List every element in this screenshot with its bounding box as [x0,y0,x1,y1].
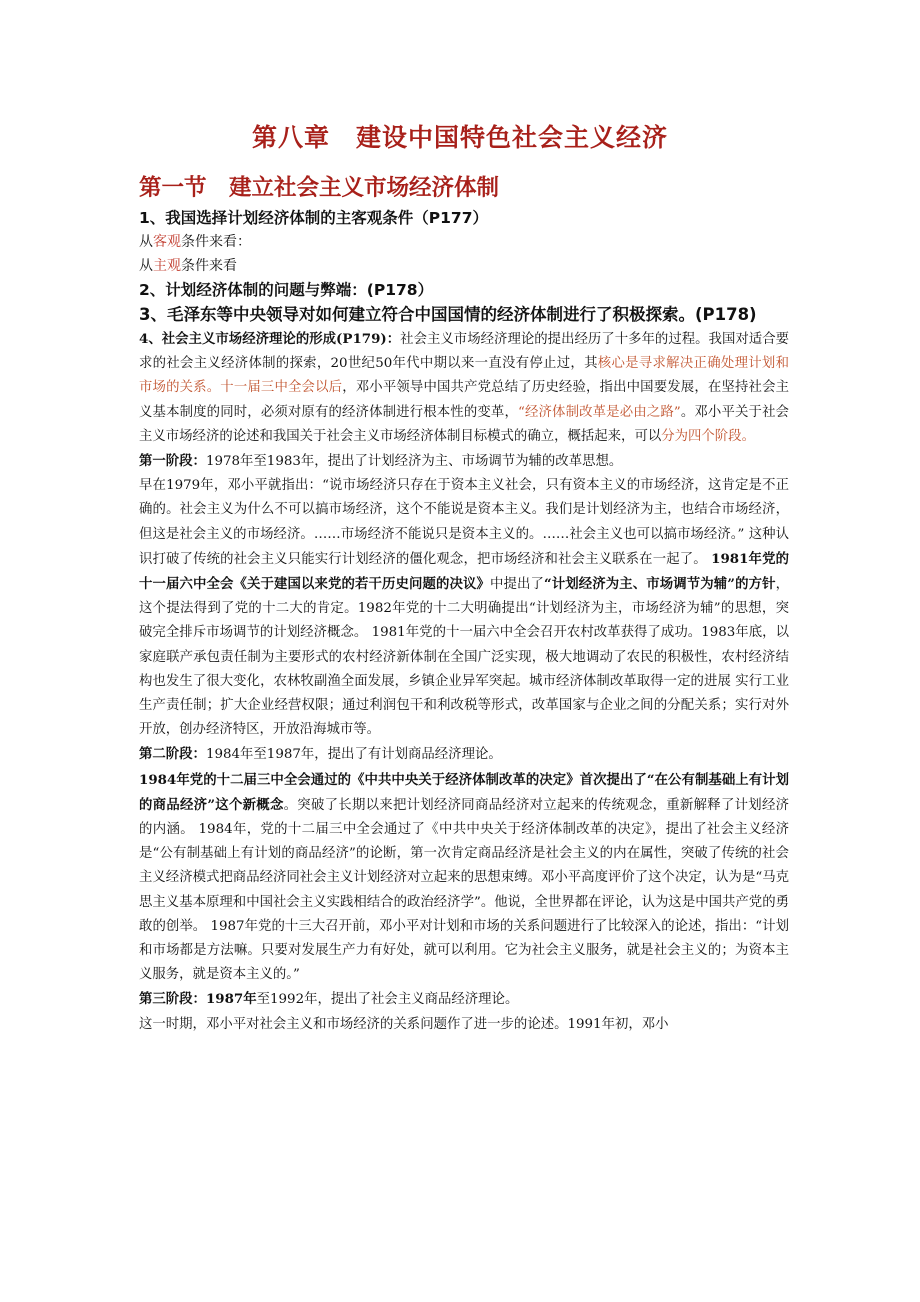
item1-heading: 1、我国选择计划经济体制的主客观条件（P177） [139,209,489,227]
subjective-word: 主观 [153,258,181,274]
item4-text-3: 。邓小平关于社会主义市场经济的论述和我国关于社会主义市场经济体制目标模式的确立，概括起来，可以 [139,404,789,444]
objective-line [139,230,789,254]
stage2-text: 1984年至1987年，提出了有计划商品经济理论。 [205,747,502,763]
para-1979-text-2: 中提出了 [490,577,544,593]
stage1-label: 第一阶段： [139,453,206,470]
para-1991: 这一时期，邓小平对社会主义和市场经济的关系问题作了进一步的论述。1991年初，邓小 [139,1016,669,1032]
document-body [139,206,789,1037]
item4-lead: 4、社会主义市场经济理论的形成(P179)： [139,331,401,347]
stage3-line [139,987,789,1012]
para-1979-text-3: ，这个提法得到了党的十二大的肯定。1982年党的十二大明确提出“计划经济为主，市场经济为辅”的思想，突破完全排斥市场调节的计划经济概念。 1981年党的十一届六中全会召开农村改革获得了成功。1983年底，以家庭联产承包责任制为主要形式的农村经济新体制在全国广泛实现，极大地调动了农民的积极性，农村经济结构也发生了很大变化，农林牧副渔全面发展，乡镇企业异军突起。城市经济体制改革取得一定的进展 实行工业生产责任制；扩大企业经营权限；通过利润包干和利改税等形式，改革国家与企业之间的分配关系；实行对外开放，创办经济特区，开放沿海城市等。 [139,577,790,738]
para-1979-text-1: 早在1979年，邓小平就指出：“说市场经济只存在于资本主义社会，只有资本主义的市场经济，这肯定是不正确的。社会主义为什么不可以搞市场经济，这个不能说是资本主义。我们是计划经济为主，也结合市场经济，但这是社会主义的市场经济。……市场经济不能说只是资本主义的。……社会主义也可以搞市场经济。” 这种认识打破了传统的社会主义只能实行计划经济的僵化观念，把市场经济和社会主义联系在一起了。 [139,478,789,567]
objective-pre: 从 [139,234,153,250]
para-1979-bold-1: 1981年党的十一届六中全会《关于建国以来党的若干历史问题的决议》 [139,550,789,593]
stage1-text: 1978年至1983年，提出了计划经济为主、市场调节为辅的改革思想。 [205,454,623,470]
stage1-line [139,449,789,474]
para-1979-bold-2: “计划经济为主、市场调节为辅”的方针 [544,576,776,593]
para-1979 [139,474,789,742]
item2-heading: 2、计划经济体制的问题与弊端：(P178） [139,281,434,299]
subjective-post: 条件来看 [181,258,237,274]
stage3-text: 至1992年，提出了社会主义商品经济理论。 [256,992,519,1008]
para-1984 [139,768,789,988]
stage2-line [139,742,789,767]
chapter-title: 第八章 建设中国特色社会主义经济 [251,123,668,152]
item4-highlight-3: 分为四个阶段。 [661,428,755,444]
section-title: 第一节 建立社会主义市场经济体制 [139,175,500,201]
stage3-year: 1987年 [205,991,257,1008]
item4-text-2: ，邓小平领导中国共产党总结了历史经验，指出中国要发展，在坚持社会主义基本制度的同时，必须对原有的经济体制进行根本性的变革， [139,380,790,420]
item4-text-1: 社会主义市场经济理论的提出经历了十多年的过程。我国对适合要求的社会主义经济体制的探索，20世纪50年代中期以来一直没有停止过，其 [139,332,789,372]
item4-highlight-1: 核心是寻求解决正确处理计划和市场的关系。十一届三中全会以后 [139,356,790,396]
subjective-line [139,254,789,278]
subjective-pre: 从 [139,258,153,274]
item4-highlight-2: “经济体制改革是必由之路” [517,404,681,420]
item3-heading: 3、毛泽东等中央领导对如何建立符合中国国情的经济体制进行了积极探索。(P178) [139,305,757,324]
objective-post: 条件来看： [181,234,251,250]
stage3-label: 第三阶段： [139,991,206,1008]
para-1984-bold: 1984年党的十二届三中全会通过的《中共中央关于经济体制改革的决定》首次提出了“在公有制基础上有计划的商品经济”这个新概念 [139,771,789,813]
para-1984-text: 。突破了长期以来把计划经济同商品经济对立起来的传统观念，重新解释了计划经济的内涵。 1984年，党的十二届三中全会通过了《中共中央关于经济体制改革的决定》，提出了社会主义经济是“公有制基础上有计划的商品经济”的论断，第一次肯定商品经济是社会主义的内在属性，突破了传统的社会主义经济模式把商品经济同社会主义计划经济对立起来的思想束缚。邓小平高度评价了这个决定，认为是“马克思主义基本原理和中国社会主义实践相结合的政治经济学”。他说，全世界都在评论，认为这是中国共产党的勇敢的创举。 1987年党的十三大召开前，邓小平对计划和市场的关系问题进行了比较深入的论述，指出：“计划和市场都是方法嘛。只要对发展生产力有好处，就可以利用。它为社会主义服务，就是社会主义的；为资本主义服务，就是资本主义的。” [139,797,790,983]
stage2-label: 第二阶段： [139,746,206,763]
item4-paragraph [139,327,789,449]
objective-word: 客观 [153,234,181,250]
